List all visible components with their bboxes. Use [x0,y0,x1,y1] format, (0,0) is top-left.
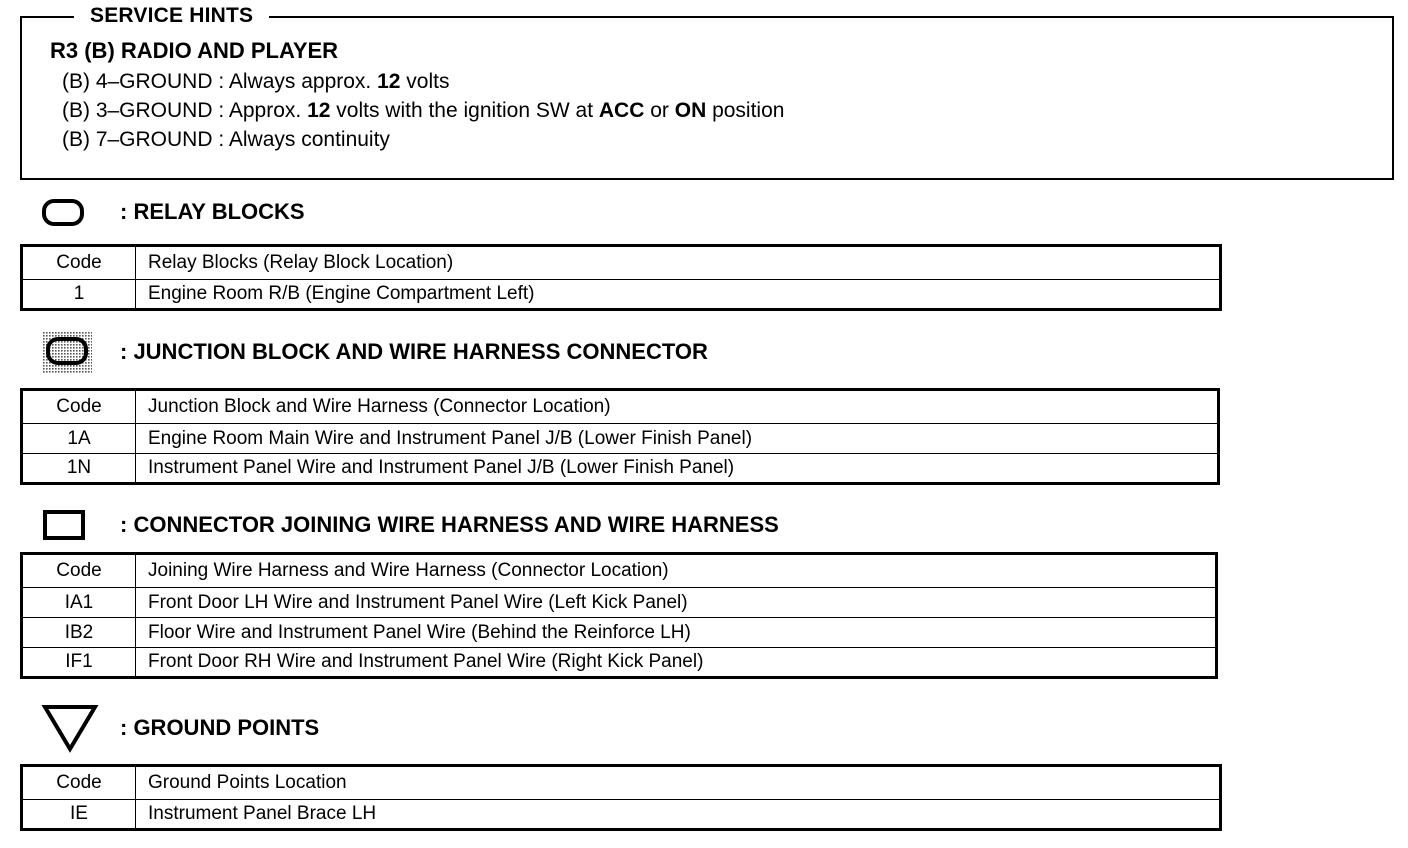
junction-block-icon [40,332,100,372]
table-header-row [22,390,1219,424]
table-row [22,648,1217,678]
table-row [22,588,1217,618]
table-row [22,618,1217,648]
description-column-header: Junction Block and Wire Harness (Connector Location) [136,390,1219,424]
table-row [22,800,1221,830]
row-code: IE [22,800,136,830]
relay-blocks-header [40,192,305,232]
code-column-header: Code [22,554,136,588]
connector-table [20,552,1218,679]
relay-block-icon [40,192,100,232]
hint-line-1: (B) 4–GROUND : Always approx. 12 volts [62,70,450,93]
row-description: Engine Room R/B (Engine Compartment Left) [136,280,1221,310]
table-row [22,454,1219,484]
hint-line-3: (B) 7–GROUND : Always continuity [62,128,390,151]
relay-blocks-table [20,244,1222,311]
row-code: 1A [22,424,136,454]
connector-icon [40,505,100,545]
junction-block-table [20,388,1220,485]
hint-line-2: (B) 3–GROUND : Approx. 12 volts with the ignition SW at ACC or ON position [62,99,785,122]
table-header-row [22,246,1221,280]
row-code: IF1 [22,648,136,678]
row-code: IB2 [22,618,136,648]
row-description: Instrument Panel Wire and Instrument Panel J/B (Lower Finish Panel) [136,454,1219,484]
junction-block-header [40,332,708,372]
relay-blocks-title: : RELAY BLOCKS [120,199,305,224]
row-description: Front Door LH Wire and Instrument Panel Wire (Left Kick Panel) [136,588,1217,618]
description-column-header: Ground Points Location [136,766,1221,800]
service-hints-heading: R3 (B) RADIO AND PLAYER [50,38,339,63]
code-column-header: Code [22,766,136,800]
connector-title: : CONNECTOR JOINING WIRE HARNESS AND WIRE HARNESS [120,512,779,537]
ground-point-icon [40,708,100,748]
code-column-header: Code [22,390,136,424]
junction-block-title: : JUNCTION BLOCK AND WIRE HARNESS CONNECTOR [120,339,708,364]
ground-points-table [20,764,1222,831]
row-code: IA1 [22,588,136,618]
table-row [22,280,1221,310]
ground-points-title: : GROUND POINTS [120,715,320,740]
row-description: Instrument Panel Brace LH [136,800,1221,830]
ground-points-header [40,708,320,748]
table-row [22,424,1219,454]
table-header-row [22,554,1217,588]
row-code: 1N [22,454,136,484]
row-description: Front Door RH Wire and Instrument Panel Wire (Right Kick Panel) [136,648,1217,678]
table-header-row [22,766,1221,800]
connector-header [40,505,779,545]
row-description: Engine Room Main Wire and Instrument Panel J/B (Lower Finish Panel) [136,424,1219,454]
code-column-header: Code [22,246,136,280]
service-hints-title: SERVICE HINTS [74,4,269,28]
row-code: 1 [22,280,136,310]
row-description: Floor Wire and Instrument Panel Wire (Behind the Reinforce LH) [136,618,1217,648]
description-column-header: Joining Wire Harness and Wire Harness (Connector Location) [136,554,1217,588]
description-column-header: Relay Blocks (Relay Block Location) [136,246,1221,280]
